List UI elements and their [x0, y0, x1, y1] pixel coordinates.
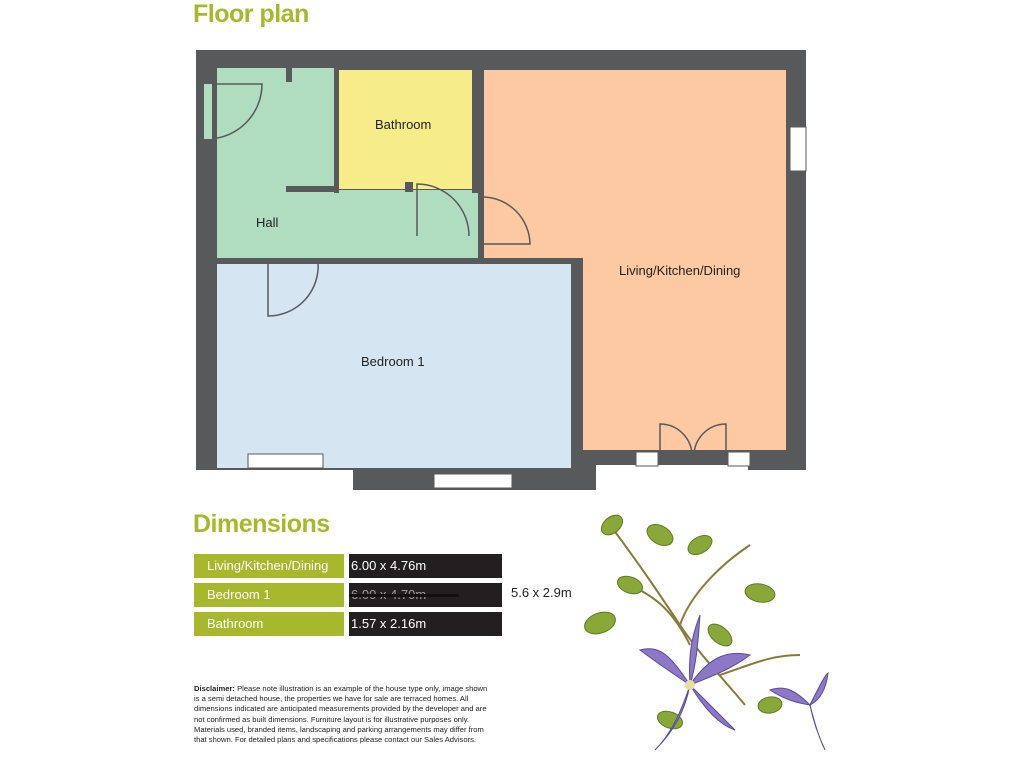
room-label-bedroom-1: Bedroom 1 [361, 354, 425, 369]
clematis-flower [640, 615, 828, 750]
dimension-value: 6.00 x 4.76m [349, 554, 502, 578]
floor-plan-title: Floor plan [193, 0, 309, 28]
handwritten-note: 5.6 x 2.9m [511, 585, 572, 600]
room-label-bathroom: Bathroom [375, 117, 432, 132]
disclaimer-text: Please note illustration is an example of the house type only, image shown is a semi detached house, the properties we have for sale are terraced homes. All dimensions indicated are anticipated measurements provided by the developer and are not confirmed as built dimensions. Furniture layout is for illustrative purposes only. Materials used, branded items, landscaping and parking arrangements may differ from that shown. For detailed plans and specifications please contact our Sales Advisors. [194, 684, 488, 745]
dimension-room-name: Bathroom [194, 612, 344, 636]
flower-illustration [570, 505, 830, 768]
dimensions-title: Dimensions [193, 510, 330, 538]
disclaimer-label: Disclaimer: [194, 684, 235, 693]
handwritten-strike [349, 594, 459, 597]
leaves [582, 511, 784, 732]
dimension-room-name: Bedroom 1 [194, 583, 344, 607]
room-label-hall: Hall [256, 215, 279, 230]
dimension-room-name: Living/Kitchen/Dining [194, 554, 344, 578]
room-label-living: Living/Kitchen/Dining [619, 263, 741, 278]
dimension-value: 1.57 x 2.16m [349, 612, 502, 636]
dimension-value [349, 583, 502, 607]
disclaimer [194, 684, 494, 745]
